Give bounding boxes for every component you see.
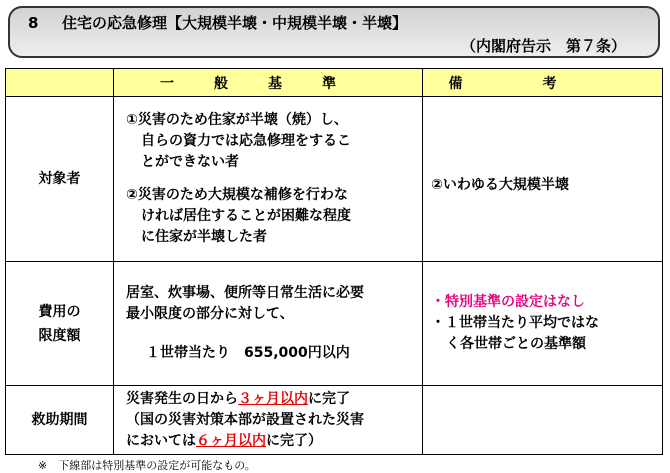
target-item1-line1: ①災害のため住家が半壊（焼）し、 bbox=[126, 112, 348, 128]
cost-criteria bbox=[114, 262, 423, 386]
period-line2: （国の災害対策本部が設置された災害 bbox=[126, 411, 364, 428]
title-source: （内閣府告示 第７条） bbox=[460, 37, 626, 55]
cost-remark2-line1: ・１世帯当たり平均ではな bbox=[431, 315, 599, 331]
cost-line2: 最小限度の部分に対して、 bbox=[126, 306, 294, 322]
cost-line1: 居室、炊事場、便所等日常生活に必要 bbox=[126, 285, 364, 301]
target-criteria bbox=[114, 97, 423, 262]
cost-label-line1: 費用の bbox=[38, 303, 81, 320]
target-remark-text: ②いわゆる大規模半壊 bbox=[431, 177, 569, 193]
row-label-target: 対象者 bbox=[6, 97, 114, 262]
section-heading: 住宅の応急修理【大規模半壊・中規模半壊・半壊】 bbox=[62, 14, 408, 32]
header-remarks: 備考 bbox=[423, 69, 663, 97]
cost-amount: １世帯当たり 655,000円以内 bbox=[146, 345, 350, 361]
target-item1-line2: 自らの資力では応急修理をするこ bbox=[141, 133, 351, 149]
title-heading bbox=[28, 12, 407, 33]
target-item2-line3: に住家が半壊した者 bbox=[141, 229, 267, 245]
header-standard: 一般基準 bbox=[114, 69, 423, 97]
target-remark bbox=[423, 97, 663, 262]
section-number: 8 bbox=[28, 14, 39, 32]
table-header-row bbox=[6, 69, 663, 97]
period-6months: ６ヶ月以内 bbox=[196, 432, 266, 449]
target-item1-line3: とができない者 bbox=[141, 154, 239, 170]
header-empty bbox=[6, 69, 114, 97]
row-label-cost bbox=[6, 262, 114, 386]
standards-table bbox=[5, 68, 663, 455]
cost-remark2-line2: く各世帯ごとの基準額 bbox=[446, 336, 586, 352]
period-3months: ３ヶ月以内 bbox=[238, 390, 308, 407]
period-line3: においては６ヶ月以内に完了） bbox=[126, 432, 322, 449]
cost-remark1: ・特別基準の設定はなし bbox=[431, 294, 585, 310]
period-criteria bbox=[114, 386, 423, 455]
row-label-period: 救助期間 bbox=[6, 386, 114, 455]
period-remarks bbox=[423, 386, 663, 455]
table-row-cost bbox=[6, 262, 663, 386]
target-item2-line2: ければ居住することが困難な程度 bbox=[141, 208, 351, 224]
table-row-target bbox=[6, 97, 663, 262]
table-row-period bbox=[6, 386, 663, 455]
cost-label-line2: 限度額 bbox=[38, 327, 81, 344]
footnote: ※ 下線部は特別基準の設定が可能なもの。 bbox=[38, 459, 256, 472]
title-box bbox=[8, 6, 660, 58]
cost-remarks bbox=[423, 262, 663, 386]
period-line1: 災害発生の日から３ヶ月以内に完了 bbox=[126, 390, 350, 407]
target-item2-line1: ②災害のため大規模な補修を行わな bbox=[126, 187, 348, 203]
